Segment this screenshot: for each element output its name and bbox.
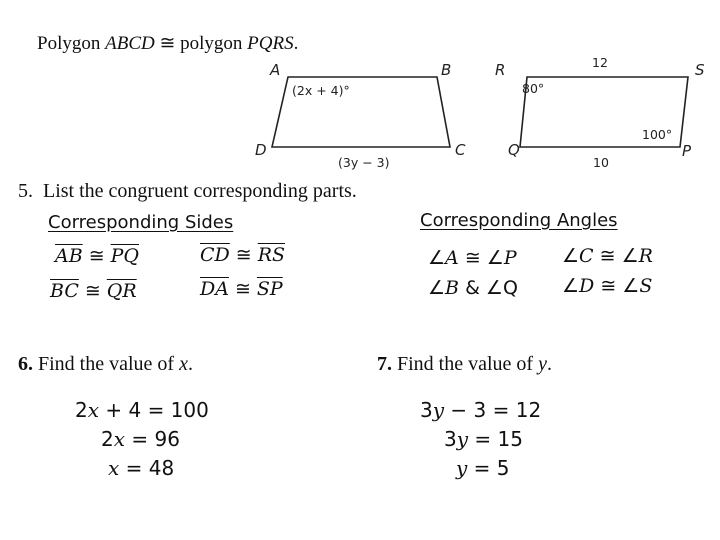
coef: 3 bbox=[420, 398, 433, 422]
side-qp-label: 10 bbox=[593, 155, 609, 170]
question-7-var: y bbox=[538, 353, 547, 375]
angle-a: A bbox=[445, 247, 459, 269]
angle-b: B bbox=[445, 277, 460, 299]
variable: x bbox=[108, 456, 120, 480]
rest: = 5 bbox=[467, 456, 510, 480]
corresponding-angles-heading: Corresponding Angles bbox=[420, 210, 618, 231]
rest: = 96 bbox=[125, 427, 180, 451]
angle-a-label: (2x + 4)° bbox=[292, 83, 350, 98]
side-pair-da-sp: $\overline{DA}$ ≅ $\overline{SP}$ bbox=[200, 278, 283, 300]
polygon-abcd-name: ABCD bbox=[105, 33, 155, 54]
rest: + 4 = 100 bbox=[99, 398, 209, 422]
question-6-end: . bbox=[187, 353, 193, 375]
angle-r: R bbox=[638, 245, 653, 267]
side-pair-cd-rs: $\overline{CD}$ ≅ $\overline{RS}$ bbox=[200, 244, 286, 266]
question-7-number: 7. bbox=[377, 353, 392, 375]
problem-statement bbox=[37, 32, 298, 55]
segment-sp: $\overline{SP}$ bbox=[256, 278, 283, 300]
side-dc-label: (3y − 3) bbox=[338, 155, 390, 170]
vertex-label-b: B bbox=[441, 61, 452, 79]
angle-relation: ≅ bbox=[464, 247, 481, 269]
segment-rs: $\overline{RS}$ bbox=[257, 244, 286, 266]
coef: 2 bbox=[101, 427, 114, 451]
vertex-label-p: P bbox=[682, 142, 692, 160]
angle-d: D bbox=[579, 275, 595, 297]
header-mid: polygon bbox=[180, 33, 248, 54]
segment-cd: $\overline{CD}$ bbox=[200, 244, 230, 266]
angle-pair-d-s: ∠D ≅ ∠S bbox=[562, 275, 653, 297]
vertex-label-r: R bbox=[495, 61, 506, 79]
question-7 bbox=[377, 353, 552, 376]
rest: = 15 bbox=[468, 427, 523, 451]
solution-x-line-2 bbox=[101, 427, 180, 451]
angle-relation: ≅ bbox=[600, 275, 617, 297]
question-6-text: Find the value of bbox=[33, 353, 180, 375]
variable: y bbox=[432, 398, 445, 422]
polygons-figure bbox=[250, 55, 710, 175]
variable: x bbox=[113, 427, 126, 451]
angle-pair-a-p: ∠A ≅ ∠P bbox=[428, 247, 517, 269]
angle-relation: ≅ bbox=[599, 245, 616, 267]
rest: − 3 = 12 bbox=[444, 398, 542, 422]
question-5-text: List the congruent corresponding parts. bbox=[43, 180, 357, 202]
solution-y-line-2 bbox=[444, 427, 523, 451]
question-5-number: 5. bbox=[18, 180, 33, 202]
question-6-number: 6. bbox=[18, 353, 33, 375]
vertex-label-q: Q bbox=[508, 141, 520, 159]
solution-x-line-1 bbox=[75, 398, 209, 422]
segment-ab: $\overline{AB}$ bbox=[55, 245, 83, 267]
question-5 bbox=[18, 180, 357, 203]
polygon-pqrs-name: PQRS bbox=[247, 33, 294, 54]
congruent-symbol: ≅ bbox=[154, 33, 181, 54]
angle-pair-b-q: ∠B & ∠Q bbox=[428, 277, 518, 299]
coef: 2 bbox=[75, 398, 88, 422]
rest: = 48 bbox=[119, 456, 175, 480]
angle-c: C bbox=[579, 245, 594, 267]
segment-bc: $\overline{BC}$ bbox=[50, 280, 79, 302]
vertex-label-a: A bbox=[270, 61, 281, 79]
angle-pair-c-r: ∠C ≅ ∠R bbox=[562, 245, 653, 267]
angle-p: P bbox=[503, 247, 517, 269]
side-pair-bc-qr: $\overline{BC}$ ≅ $\overline{QR}$ bbox=[50, 280, 137, 302]
solution-y-line-1 bbox=[420, 398, 541, 422]
segment-da: $\overline{DA}$ bbox=[200, 278, 229, 300]
variable: y bbox=[456, 427, 469, 451]
header-prefix: Polygon bbox=[37, 33, 106, 54]
segment-qr: $\overline{QR}$ bbox=[106, 280, 137, 302]
question-7-text: Find the value of bbox=[392, 353, 539, 375]
solution-x-line-3 bbox=[108, 456, 174, 480]
side-rs-label: 12 bbox=[592, 55, 608, 70]
angle-r-label: 80° bbox=[522, 81, 545, 96]
question-6-var: x bbox=[179, 353, 188, 375]
vertex-label-c: C bbox=[455, 141, 466, 159]
segment-pq: $\overline{PQ}$ bbox=[110, 245, 139, 267]
variable: x bbox=[87, 398, 100, 422]
header-end: . bbox=[293, 33, 299, 54]
coef: 3 bbox=[444, 427, 457, 451]
angle-s: S bbox=[639, 275, 653, 297]
angle-p-label: 100° bbox=[642, 127, 673, 142]
vertex-label-d: D bbox=[255, 141, 267, 159]
variable: y bbox=[456, 456, 468, 480]
angle-q: Q bbox=[502, 277, 518, 299]
vertex-label-s: S bbox=[695, 61, 705, 79]
corresponding-sides-heading: Corresponding Sides bbox=[48, 212, 234, 233]
angle-relation: & bbox=[465, 277, 480, 299]
solution-y-line-3 bbox=[456, 456, 510, 480]
question-6 bbox=[18, 353, 193, 376]
side-pair-ab-pq: $\overline{AB}$ ≅ $\overline{PQ}$ bbox=[55, 245, 139, 267]
question-7-end: . bbox=[546, 353, 552, 375]
